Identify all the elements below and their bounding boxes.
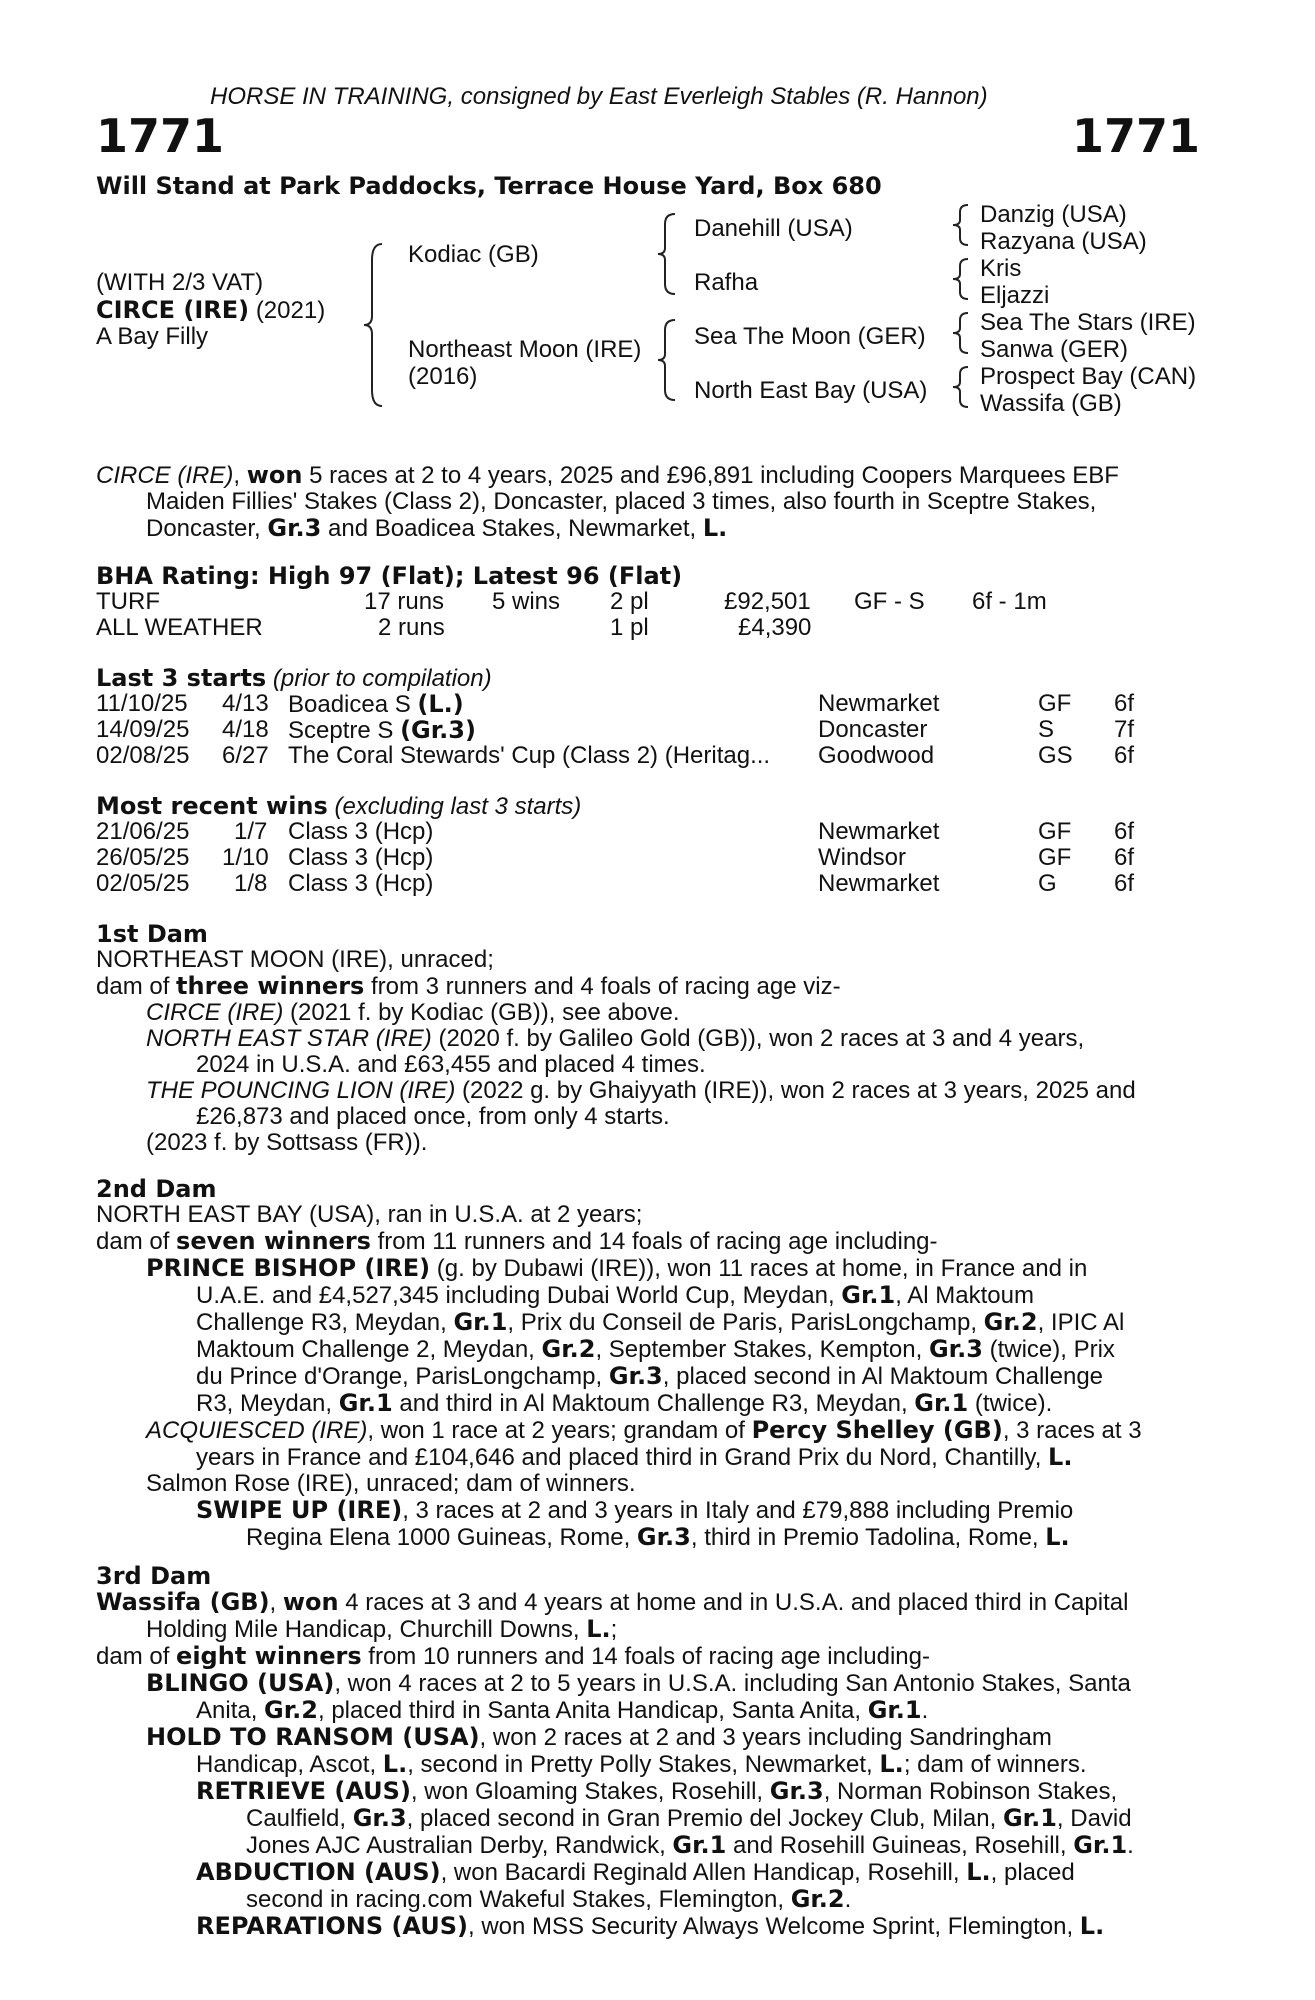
rating-placed: 2 pl <box>610 588 649 615</box>
pedigree-dam: Northeast Moon (IRE) <box>408 336 642 363</box>
text: , second in Pretty Polly Stakes, Newmarket, <box>407 1751 880 1778</box>
text: dam of <box>96 973 177 1000</box>
pedigree-sire-dam: Rafha <box>694 269 759 296</box>
start-race: Sceptre S <box>288 717 401 744</box>
consignment-line: HORSE IN TRAINING, consigned by East Everleigh Stables (R. Hannon) <box>210 83 988 110</box>
text: , placed second in Al Maktoum Challenge <box>662 1363 1104 1390</box>
text: 4 races at 3 and 4 years at home and in U.S.A. and placed third in Capital <box>338 1589 1129 1616</box>
text: Jones AJC Australian Derby, Randwick, <box>246 1832 673 1859</box>
text: and third in Al Maktoum Challenge R3, Meydan, <box>392 1390 915 1417</box>
win-date: 02/05/25 <box>96 870 190 897</box>
start-distance: 6f <box>1114 690 1135 717</box>
text: (g. by Dubawi (IRE)), won 11 races at home, in France and in <box>430 1255 1088 1282</box>
progeny-name: SWIPE UP (IRE) <box>196 1496 403 1524</box>
rating-surface: ALL WEATHER <box>96 614 263 641</box>
grade: Gr.2 <box>264 1696 318 1724</box>
win-going: GF <box>1038 818 1072 845</box>
text: , third in Premio Tadolina, Rome, <box>690 1524 1046 1551</box>
pedigree-sdd: Eljazzi <box>980 282 1050 309</box>
text: . <box>1127 1832 1134 1859</box>
text: , won 4 races at 2 to 5 years in U.S.A. including San Antonio Stakes, Santa <box>334 1670 1131 1697</box>
text: second in racing.com Wakeful Stakes, Flemington, <box>246 1886 791 1913</box>
text: U.A.E. and £4,527,345 including Dubai World Cup, Meydan, <box>196 1282 842 1309</box>
text: , September Stakes, Kempton, <box>595 1336 929 1363</box>
rating-earnings: £92,501 <box>724 588 811 615</box>
pedigree-brace-ss <box>950 202 974 248</box>
start-position: 6/27 <box>222 742 269 769</box>
text: , placed third in Santa Anita Handicap, Santa Anita, <box>317 1697 868 1724</box>
last3-title: Last 3 starts <box>96 664 267 692</box>
start-distance: 6f <box>1114 742 1135 769</box>
text: , IPIC Al <box>1037 1309 1125 1336</box>
grade: L. <box>1048 1443 1073 1471</box>
text: Anita, <box>196 1697 265 1724</box>
text: ; dam of winners. <box>903 1751 1087 1778</box>
progeny-name: PRINCE BISHOP (IRE) <box>146 1254 431 1282</box>
grandson-name: Percy Shelley (GB) <box>751 1416 1003 1444</box>
win-distance: 6f <box>1114 870 1135 897</box>
pedigree-ddd: Wassifa (GB) <box>980 390 1122 417</box>
grade: Gr.2 <box>790 1885 845 1913</box>
text: , won MSS Security Always Welcome Sprint, Flemington, <box>468 1913 1080 1940</box>
pedigree-brace-dd <box>950 364 974 410</box>
text: £26,873 and placed once, from only 4 starts. <box>196 1103 670 1130</box>
text: (twice). <box>968 1390 1053 1417</box>
rating-going: GF - S <box>854 588 925 615</box>
grade: Gr.3 <box>352 1804 407 1832</box>
text: Maktoum Challenge 2, Meydan, <box>196 1336 542 1363</box>
progeny-name: BLINGO (USA) <box>146 1669 335 1697</box>
pedigree-dam-dam: North East Bay (USA) <box>694 377 928 404</box>
start-course: Doncaster <box>818 716 928 743</box>
last3-note: (prior to compilation) <box>272 665 492 692</box>
summary-text-3a: Doncaster, <box>146 515 268 542</box>
rating-row-turf <box>96 589 1196 615</box>
win-distance: 6f <box>1114 844 1135 871</box>
recent-wins-heading <box>96 793 581 820</box>
horse-name: CIRCE (IRE) <box>96 296 250 324</box>
grade: L. <box>879 1750 904 1778</box>
text: , Al Maktoum <box>895 1282 1034 1309</box>
won: won <box>282 1588 339 1616</box>
text: (twice), Prix <box>982 1336 1115 1363</box>
third-dam-winners: eight winners <box>176 1642 362 1670</box>
pedigree-dds: Prospect Bay (CAN) <box>980 363 1197 390</box>
rating-distance: 6f - 1m <box>972 588 1047 615</box>
text: ; <box>610 1616 618 1643</box>
grade: Gr.1 <box>338 1389 393 1417</box>
text: , David <box>1056 1805 1132 1832</box>
win-race: Class 3 (Hcp) <box>288 818 434 845</box>
start-position: 4/18 <box>222 716 269 743</box>
text: . <box>844 1886 852 1913</box>
pedigree-dsd: Sanwa (GER) <box>980 336 1129 363</box>
progeny-name: ABDUCTION (AUS) <box>196 1858 441 1886</box>
text: R3, Meydan, <box>196 1390 339 1417</box>
win-going: GF <box>1038 844 1072 871</box>
progeny-name: THE POUNCING LION (IRE) <box>146 1077 456 1104</box>
rating-earnings: £4,390 <box>738 614 812 641</box>
start-grade: (Gr.3) <box>400 716 476 744</box>
table-row <box>96 845 1196 871</box>
start-course: Newmarket <box>818 690 940 717</box>
lot-number-right: 1771 <box>1071 109 1200 163</box>
rating-placed: 1 pl <box>610 614 649 641</box>
pedigree-dss: Sea The Stars (IRE) <box>980 309 1196 336</box>
text: Challenge R3, Meydan, <box>196 1309 454 1336</box>
recent-wins-title: Most recent wins <box>96 792 328 820</box>
text: , placed second in Gran Premio del Jockey Club, Milan, <box>406 1805 1003 1832</box>
progeny-name: ACQUIESCED (IRE) <box>146 1417 368 1444</box>
text: , 3 races at 2 and 3 years in Italy and £79,888 including Premio <box>402 1497 1074 1524</box>
vat-note: (WITH 2/3 VAT) <box>96 269 264 296</box>
first-dam-section <box>96 921 1204 1156</box>
rating-surface: TURF <box>96 588 160 615</box>
start-going: S <box>1038 716 1055 743</box>
grade: Gr.1 <box>914 1389 969 1417</box>
pedigree-sss: Danzig (USA) <box>980 201 1127 228</box>
win-course: Newmarket <box>818 818 940 845</box>
text: dam of <box>96 1643 177 1670</box>
text: , won Bacardi Reginald Allen Handicap, Rosehill, <box>440 1859 967 1886</box>
recent-wins-note: (excluding last 3 starts) <box>334 793 582 820</box>
text: (2022 g. by Ghaiyyath (IRE)), won 2 races at 3 years, 2025 and <box>455 1077 1136 1104</box>
horse-year: (2021) <box>255 297 326 324</box>
rating-table <box>96 589 1196 643</box>
grade: Gr.1 <box>1002 1804 1057 1832</box>
text: Regina Elena 1000 Guineas, Rome, <box>246 1524 637 1551</box>
grade: Gr.2 <box>983 1308 1038 1336</box>
summary-listed: L. <box>702 514 728 542</box>
pedigree-brace-dam <box>655 316 681 404</box>
progeny-name: HOLD TO RANSOM (USA) <box>146 1723 480 1751</box>
text: , won 1 race at 2 years; grandam of <box>367 1417 752 1444</box>
last3-table <box>96 691 1196 771</box>
grade: L. <box>1079 1912 1105 1940</box>
text: , 3 races at 3 <box>1002 1417 1142 1444</box>
lot-number-left: 1771 <box>96 109 225 163</box>
start-date: 11/10/25 <box>96 690 188 717</box>
rating-runs: 17 runs <box>364 588 445 615</box>
text: Holding Mile Handicap, Churchill Downs, <box>146 1616 587 1643</box>
location-line: Will Stand at Park Paddocks, Terrace House Yard, Box 680 <box>96 172 882 200</box>
bha-rating-title: BHA Rating: High 97 (Flat); Latest 96 (Flat) <box>96 562 683 590</box>
text: (2021 f. by Kodiac (GB)), see above. <box>283 999 680 1026</box>
win-date: 21/06/25 <box>96 818 190 845</box>
pedigree-brace-ds <box>950 310 974 356</box>
third-dam-name: Wassifa (GB) <box>96 1588 270 1616</box>
pedigree-brace-main <box>360 240 390 410</box>
last3-heading <box>96 665 492 692</box>
table-row <box>96 819 1196 845</box>
start-going: GF <box>1038 690 1072 717</box>
grade: Gr.3 <box>636 1523 691 1551</box>
second-dam-title: 2nd Dam <box>96 1175 217 1203</box>
win-race: Class 3 (Hcp) <box>288 844 434 871</box>
text: . <box>921 1697 929 1724</box>
text: from 3 runners and 4 foals of racing age viz- <box>364 973 841 1000</box>
start-date: 14/09/25 <box>96 716 190 743</box>
progeny-name: NORTH EAST STAR (IRE) <box>146 1025 432 1052</box>
text: , Prix du Conseil de Paris, ParisLongchamp, <box>507 1309 984 1336</box>
pedigree-sire-sire: Danehill (USA) <box>694 215 853 242</box>
text: years in France and £104,646 and placed third in Grand Prix du Nord, Chantilly, <box>196 1444 1049 1471</box>
progeny-name: Salmon Rose (IRE), unraced; dam of winners. <box>146 1470 636 1497</box>
progeny-name: REPARATIONS (AUS) <box>196 1912 469 1940</box>
grade: Gr.1 <box>867 1696 922 1724</box>
pedigree-ssd: Razyana (USA) <box>980 228 1147 255</box>
grade: Gr.3 <box>928 1335 983 1363</box>
text: , placed <box>990 1859 1075 1886</box>
grade: Gr.1 <box>1073 1831 1128 1859</box>
start-grade: (L.) <box>417 690 464 718</box>
win-going: G <box>1038 870 1057 897</box>
third-dam-section: 3rd Dam Wassifa (GB), won 4 races at 3 and 4 years at home and in U.S.A. and placed third in Capital Holding Mile Handicap, Churchill Downs, L.; dam of eight winners from 10 runners and 14 foals of racing age including- BLINGO (USA), won 4 races at 2 to 5 years in U.S.A. including San Antonio Stakes, Santa Anita, Gr.2, placed third in Santa Anita Handicap, Santa Anita, Gr.1. HOLD TO RANSOM (USA), won 2 races at 2 and 3 years including Sandringham Handicap, Ascot, L., second in Pretty Polly Stakes, Newmarket, L.; dam of winners. RETRIEVE (AUS), won Gloaming Stakes, Rosehill, Gr.3, Norman Robinson Stakes, Caulfield, Gr.3, placed second in Gran Premio del Jockey Club, Milan, Gr.1, David Jones AJC Australian Derby, Randwick, Gr.1 and Rosehill Guineas, Rosehill, Gr.1. ABDUCTION (AUS), won Bacardi Reginald Allen Handicap, Rosehill, L., placed second in racing.com Wakeful Stakes, Flemington, Gr.2. REPARATIONS (AUS), won MSS Security Always Welcome Sprint, Flemington, L. <box>96 1563 1204 1940</box>
third-dam-title: 3rd Dam <box>96 1562 212 1590</box>
grade: L. <box>586 1615 611 1643</box>
win-course: Windsor <box>818 844 907 871</box>
pedigree-brace-sd <box>950 256 974 302</box>
start-distance: 7f <box>1114 716 1135 743</box>
rating-wins: 5 wins <box>492 588 561 615</box>
win-distance: 6f <box>1114 818 1135 845</box>
second-dam-section <box>96 1176 1204 1551</box>
progeny-name: CIRCE (IRE) <box>146 999 284 1026</box>
summary-grade: Gr.3 <box>267 514 322 542</box>
grade: L. <box>1045 1523 1070 1551</box>
text: 2024 in U.S.A. and £63,455 and placed 4 times. <box>196 1051 706 1078</box>
first-dam-winners: three winners <box>176 972 365 1000</box>
text: du Prince d'Orange, ParisLongchamp, <box>196 1363 609 1390</box>
summary-won: won <box>246 461 303 489</box>
win-date: 26/05/25 <box>96 844 190 871</box>
second-dam-winners: seven winners <box>176 1227 371 1255</box>
first-dam-title: 1st Dam <box>96 920 208 948</box>
grade: Gr.3 <box>608 1362 663 1390</box>
text: Handicap, Ascot, <box>196 1751 383 1778</box>
table-row <box>96 691 1196 717</box>
summary-text-3b: and Boadicea Stakes, Newmarket, <box>321 515 703 542</box>
win-position: 1/8 <box>234 870 268 897</box>
rating-runs: 2 runs <box>378 614 445 641</box>
grade: Gr.1 <box>841 1281 896 1309</box>
win-position: 1/7 <box>234 818 268 845</box>
table-row <box>96 871 1196 897</box>
grade: Gr.1 <box>453 1308 508 1336</box>
table-row <box>96 717 1196 743</box>
grade: L. <box>966 1858 991 1886</box>
horse-description: A Bay Filly <box>96 323 209 350</box>
grade: Gr.3 <box>769 1777 824 1805</box>
text: from 11 runners and 14 foals of racing age including- <box>370 1228 938 1255</box>
grade: Gr.2 <box>541 1335 596 1363</box>
text: (2020 f. by Galileo Gold (GB)), won 2 races at 3 and 4 years, <box>431 1025 1085 1052</box>
progeny-name: RETRIEVE (AUS) <box>196 1777 411 1805</box>
win-position: 1/10 <box>222 844 269 871</box>
recent-wins-table <box>96 819 1196 899</box>
start-position: 4/13 <box>222 690 269 717</box>
grade: Gr.1 <box>672 1831 727 1859</box>
start-race: Boadicea S <box>288 691 418 718</box>
progeny-unnamed: (2023 f. by Sottsass (FR)). <box>146 1129 428 1156</box>
pedigree-sire: Kodiac (GB) <box>408 241 539 268</box>
summary-text-1: 5 races at 2 to 4 years, 2025 and £96,891 including Coopers Marquees EBF <box>302 462 1119 489</box>
race-summary: CIRCE (IRE), won 5 races at 2 to 4 years, 2025 and £96,891 including Coopers Marquees EBF Maiden Fillies' Stakes (Class 2), Doncaster, placed 3 times, also fourth in Sceptre Stakes, Doncaster, Gr.3 and Boadicea Stakes, Newmarket, L. <box>96 462 1204 542</box>
text: Caulfield, <box>246 1805 353 1832</box>
start-going: GS <box>1038 742 1073 769</box>
summary-text-2: Maiden Fillies' Stakes (Class 2), Doncaster, placed 3 times, also fourth in Sceptre Stakes, <box>146 488 1097 515</box>
horse-name-line <box>96 297 325 324</box>
start-date: 02/08/25 <box>96 742 190 769</box>
text: , won Gloaming Stakes, Rosehill, <box>410 1778 770 1805</box>
start-course: Goodwood <box>818 742 935 769</box>
text: , won 2 races at 2 and 3 years including Sandringham <box>479 1724 1052 1751</box>
pedigree-dam-year: (2016) <box>408 363 478 390</box>
rating-row-all-weather <box>96 615 1196 641</box>
first-dam-line: NORTHEAST MOON (IRE), unraced; <box>96 946 494 973</box>
summary-horse-name: CIRCE (IRE) <box>96 462 234 489</box>
text: dam of <box>96 1228 177 1255</box>
text: from 10 runners and 14 foals of racing age including- <box>361 1643 930 1670</box>
win-race: Class 3 (Hcp) <box>288 870 434 897</box>
table-row <box>96 743 1196 769</box>
pedigree-brace-sire <box>655 210 681 298</box>
pedigree-sds: Kris <box>980 255 1022 282</box>
text: , Norman Robinson Stakes, <box>823 1778 1118 1805</box>
pedigree-dam-sire: Sea The Moon (GER) <box>694 323 926 350</box>
start-race: The Coral Stewards' Cup (Class 2) (Heritag... <box>288 742 771 769</box>
text: and Rosehill Guineas, Rosehill, <box>726 1832 1074 1859</box>
win-course: Newmarket <box>818 870 940 897</box>
second-dam-line: NORTH EAST BAY (USA), ran in U.S.A. at 2 years; <box>96 1201 643 1228</box>
grade: L. <box>382 1750 408 1778</box>
